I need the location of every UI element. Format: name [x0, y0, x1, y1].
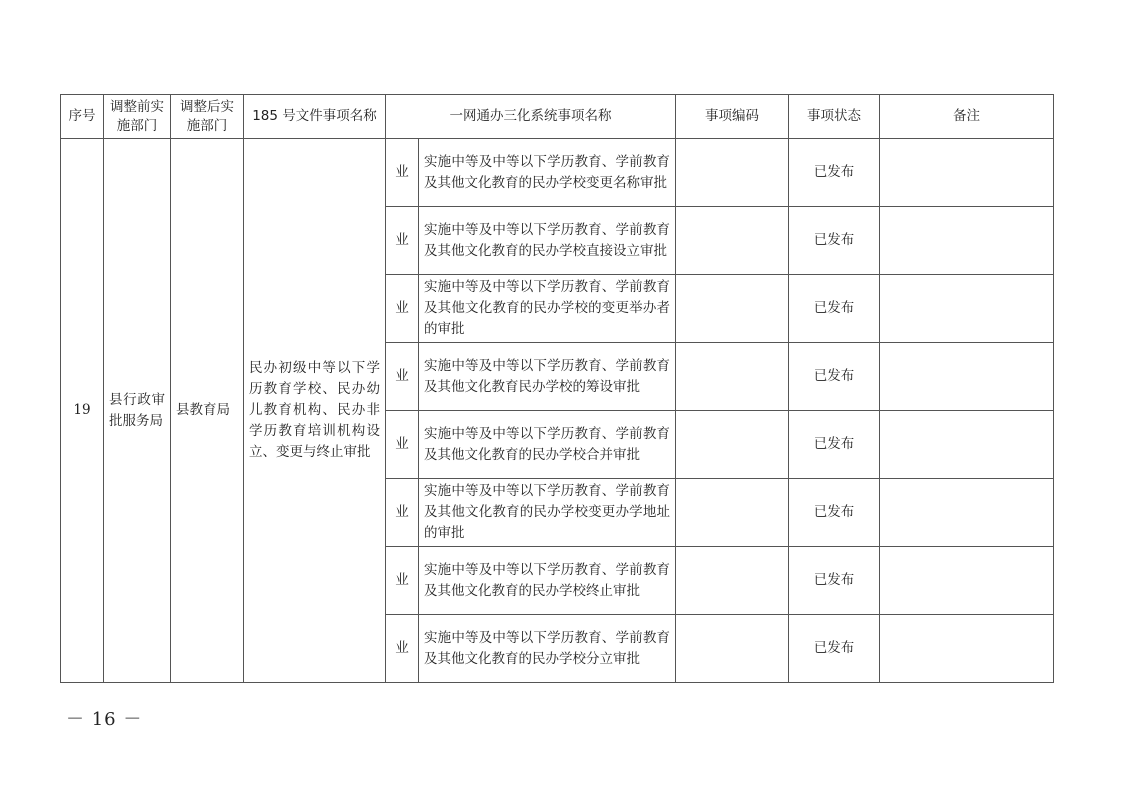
matters-table [60, 94, 1054, 683]
group-seq: 19 [61, 139, 104, 683]
row-item-name: 实施中等及中等以下学历教育、学前教育及其他文化教育的民办学校变更名称审批 [419, 139, 676, 207]
row-status: 已发布 [789, 615, 880, 683]
row-prefix: 业 [386, 275, 419, 343]
row-remarks [880, 343, 1054, 411]
row-status: 已发布 [789, 479, 880, 547]
row-code [676, 479, 789, 547]
row-remarks [880, 547, 1054, 615]
row-item-name: 实施中等及中等以下学历教育、学前教育及其他文化教育的民办学校变更办学地址的审批 [419, 479, 676, 547]
row-code [676, 343, 789, 411]
row-status: 已发布 [789, 207, 880, 275]
row-item-name: 实施中等及中等以下学历教育、学前教育及其他文化教育的民办学校合并审批 [419, 411, 676, 479]
row-item-name: 实施中等及中等以下学历教育、学前教育及其他文化教育的民办学校直接设立审批 [419, 207, 676, 275]
row-prefix: 业 [386, 411, 419, 479]
header-doc185-name: 185 号文件事项名称 [244, 95, 386, 139]
row-prefix: 业 [386, 479, 419, 547]
row-item-name: 实施中等及中等以下学历教育、学前教育及其他文化教育的民办学校分立审批 [419, 615, 676, 683]
row-code [676, 411, 789, 479]
group-before-dept: 县行政审批服务局 [104, 139, 171, 683]
header-before-dept: 调整前实施部门 [104, 95, 171, 139]
row-code [676, 207, 789, 275]
row-prefix: 业 [386, 139, 419, 207]
header-remarks: 备注 [880, 95, 1054, 139]
row-status: 已发布 [789, 411, 880, 479]
row-item-name: 实施中等及中等以下学历教育、学前教育及其他文化教育民办学校的筹设审批 [419, 343, 676, 411]
table-row [61, 139, 1054, 207]
row-item-name: 实施中等及中等以下学历教育、学前教育及其他文化教育的民办学校的变更举办者的审批 [419, 275, 676, 343]
row-status: 已发布 [789, 547, 880, 615]
row-code [676, 615, 789, 683]
row-remarks [880, 615, 1054, 683]
row-code [676, 547, 789, 615]
header-seq: 序号 [61, 95, 104, 139]
row-status: 已发布 [789, 275, 880, 343]
row-prefix: 业 [386, 547, 419, 615]
header-after-dept: 调整后实施部门 [171, 95, 244, 139]
header-system-name: 一网通办三化系统事项名称 [386, 95, 676, 139]
row-remarks [880, 207, 1054, 275]
header-status: 事项状态 [789, 95, 880, 139]
row-prefix: 业 [386, 207, 419, 275]
row-remarks [880, 275, 1054, 343]
row-remarks [880, 479, 1054, 547]
group-doc185-name: 民办初级中等以下学历教育学校、民办幼儿教育机构、民办非学历教育培训机构设立、变更与终止审批 [244, 139, 386, 683]
row-prefix: 业 [386, 615, 419, 683]
row-prefix: 业 [386, 343, 419, 411]
row-remarks [880, 139, 1054, 207]
row-status: 已发布 [789, 343, 880, 411]
row-remarks [880, 411, 1054, 479]
row-code [676, 139, 789, 207]
row-status: 已发布 [789, 139, 880, 207]
page-number: － 16 － [66, 709, 143, 730]
row-item-name: 实施中等及中等以下学历教育、学前教育及其他文化教育的民办学校终止审批 [419, 547, 676, 615]
header-row [61, 95, 1054, 139]
row-code [676, 275, 789, 343]
group-after-dept: 县教育局 [171, 139, 244, 683]
header-code: 事项编码 [676, 95, 789, 139]
